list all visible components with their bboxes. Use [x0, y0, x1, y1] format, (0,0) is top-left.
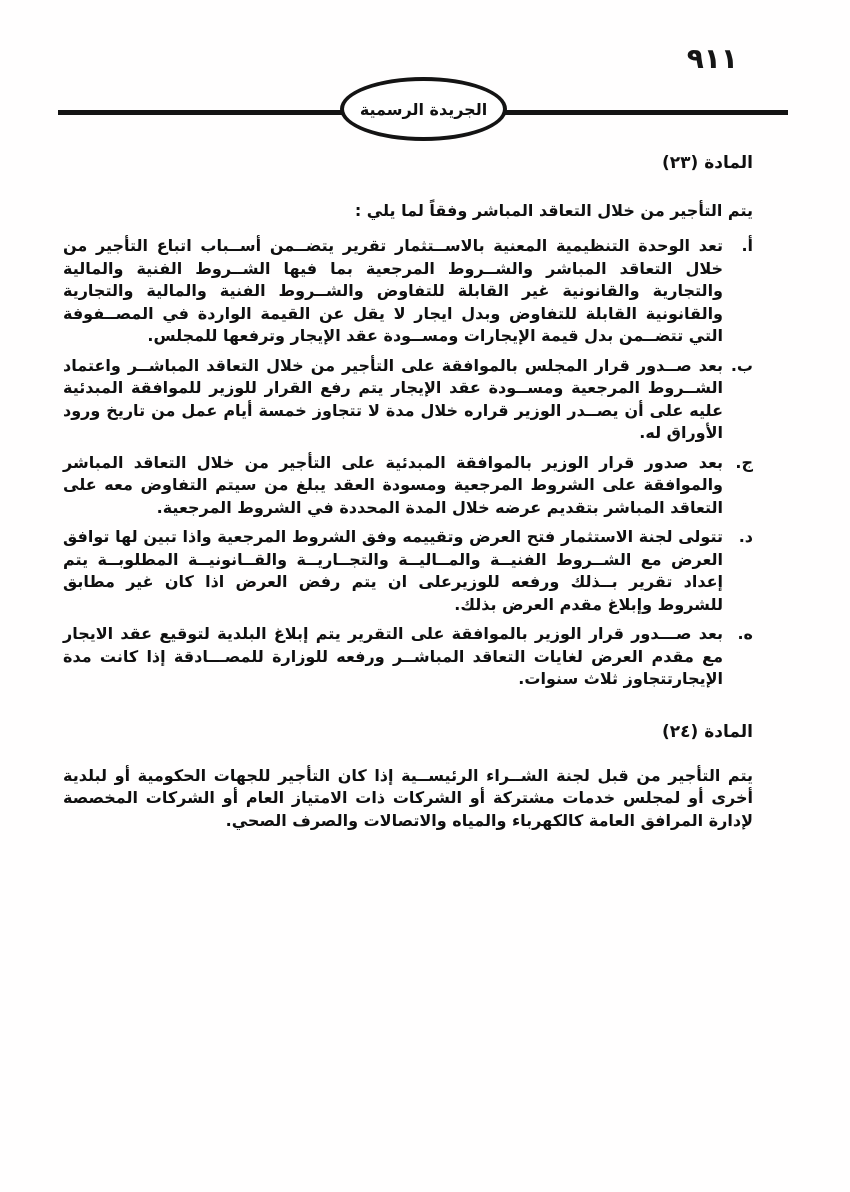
- list-item-a-text: تعد الوحدة التنظيمية المعنية بالاســتثمار تقرير يتضــمن أســباب اتباع التأجير من خلال التعاقد المباشر والشــروط المرجعية بما فيها الشــروط الفنية والمالية والتجارية والقانونية غير القابلة للتفاوض والشــروط الفنية والمالية والتجارية والقانونية القابلة للتفاوض وبدل ايجار لا يقل عن القيمة الواردة في المصــفوفة التي تتضــمن بدل قيمة الإيجارات ومســودة عقد الإيجار وترفعها للمجلس.: [63, 236, 723, 345]
- list-item-d: [63, 526, 753, 616]
- article-24-title: المادة (٢٤): [662, 721, 753, 742]
- list-item-j-marker: ج.: [735, 452, 753, 472]
- page-number: ٩١١: [686, 42, 738, 75]
- list-item-a: [63, 235, 753, 348]
- gazette-banner-oval: [340, 77, 507, 141]
- article-24-body: يتم التأجير من قبل لجنة الشــراء الرئيســية إذا كان التأجير للجهات الحكومية أو لبلدية أخرى أو لمجلس خدمات مشتركة أو الشركات ذات الامتياز العام أو الشركات المخصصة لإدارة المرافق العامة كالكهرباء والمياه والاتصالات والصرف الصحي.: [63, 765, 753, 830]
- article-23-title: المادة (٢٣): [662, 153, 753, 173]
- list-item-b-marker: ب.: [730, 355, 753, 375]
- list-item-h-marker: ه.: [737, 624, 753, 643]
- list-item-d-text: تتولى لجنة الاستثمار فتح العرض وتقييمه وفق الشروط المرجعية واذا تبين لها توافق العرض مع الشــروط الفنيــة والمــاليــة والتجــاريــة والقــانونيــة المطلوبــة يتم إعداد تقرير بــذلك ورفعه للوزيرعلى ان يتم رفض العرض اذا كان غير مطابق للشروط وإبلاغ مقدم العرض بذلك.: [63, 527, 723, 614]
- list-item-h-text: بعد صـــدور قرار الوزير بالموافقة على التقرير يتم إبلاغ البلدية لتوقيع عقد الايجار مع مقدم العرض لغايات التعاقد المباشــر ورفعه للوزارة للمصـــادقة إذا كانت مدة الإيجارتتجاوز ثلاث سنوات.: [63, 624, 723, 688]
- gazette-banner-label: الجريدة الرسمية: [359, 99, 488, 119]
- list-item-j: [63, 452, 753, 520]
- list-item-b: [63, 355, 753, 445]
- list-item-b-text: بعد صــدور قرار المجلس بالموافقة على التأجير من خلال التعاقد المباشــر واعتماد الشــروط المرجعية ومســودة عقد الإيجار يتم رفع القرار للوزير للموافقة المبدئية عليه على أن يصــدر الوزير قراره خلال مدة لا تتجاوز خمسة أيام عمل من تاريخ ورود الأوراق له.: [63, 355, 723, 442]
- article-23-intro: يتم التأجير من خلال التعاقد المباشر وفقاً لما يلي :: [354, 201, 753, 220]
- article-23-list: [63, 235, 753, 691]
- list-item-a-marker: أ.: [741, 236, 753, 255]
- list-item-j-text: بعد صدور قرار الوزير بالموافقة المبدئية على التأجير من خلال التعاقد المباشر والموافقة على الشروط المرجعية ومسودة العقد يبلغ من سيتم التفاوض معه على التعاقد المباشر بتقديم عرضه خلال المدة المحددة في الشروط المرجعية.: [63, 452, 723, 517]
- document-content: [63, 151, 753, 832]
- list-item-d-marker: د.: [738, 527, 753, 546]
- list-item-h: [63, 623, 753, 691]
